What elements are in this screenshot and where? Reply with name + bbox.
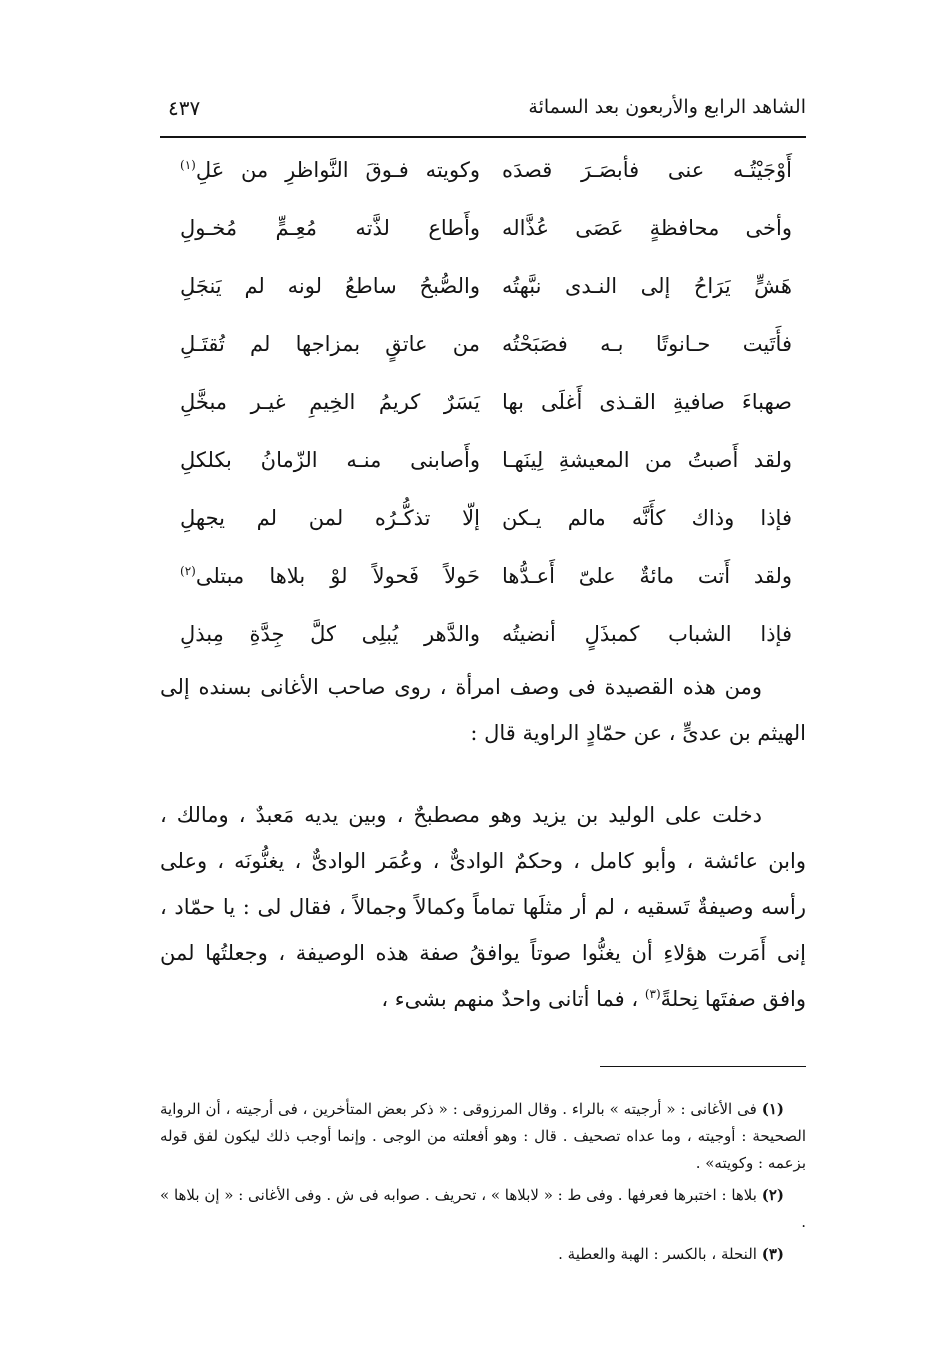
hemistich-second: إلّا تذكُّـرُه لمن لم يجهلِ: [180, 506, 480, 530]
footnote-text: بلاها : اختبرها فعرفها . وفى ط : « لابلاها » ، تحريف . صوابه فى ش . وفى الأغانى : « إن بلاها » .: [160, 1186, 806, 1231]
hemistich-first: فأَتَيت حـانوتًا بـه فصَبَحْتُه: [502, 332, 792, 356]
narrative-text: [160, 792, 806, 1022]
poem: [160, 148, 806, 670]
footnote-separator: [600, 1066, 806, 1067]
narrative-end: ، فما أتانى واحدٌ منهم بشىء ،: [381, 987, 645, 1011]
intro-text: ومن هذه القصيدة فى وصف امرأة ، روى صاحب الأغانى بسنده إلى الهيثم بن عدىٍّ ، عن حمّادٍ الراوية قال :: [160, 675, 806, 745]
verse-3: [160, 264, 806, 322]
footnote-text: فى الأغانى : « أرجيته » بالراء . وقال المرزوقى : « ذكر بعض المتأخرين ، فى أرجيته ، أن الرواية الصحيحة : أوجيته ، وما عداه تصحيف . قال : وهو أفعلته من الوجى . وإنما أوجب ذلك ليكون لفق قوله بزعمه : وكويته» .: [160, 1100, 806, 1172]
hemistich-first: فإذا الشباب كمبذَلٍ أنضيتُه: [502, 622, 792, 646]
footnotes: [160, 1096, 806, 1273]
hemistich-second: والصُّبحُ ساطعُ لونه لم يَنجَلِ: [180, 274, 480, 298]
hemistich-second: [180, 564, 480, 588]
page-header: [160, 96, 806, 130]
hemistich-first: أَوْجَيْتُـه عنى فأبصَـرَ قصدَه: [502, 158, 792, 182]
footnote-2: [160, 1182, 806, 1236]
footnote-number: (٢): [761, 1186, 784, 1204]
hemistich-second: والدَّهر يُبلِى كلَّ جِدَّةِ مِبذلِ: [180, 622, 480, 646]
narrative-paragraph: [160, 792, 806, 1022]
verse-5: [160, 380, 806, 438]
verse-7: [160, 496, 806, 554]
verse-8: [160, 554, 806, 612]
footnote-text: النحلة ، بالكسر : الهبة والعطية .: [558, 1245, 757, 1263]
header-rule: [160, 136, 806, 138]
narrative-body: دخلت على الوليد بن يزيد وهو مصطبحٌ ، وبين يديه مَعبدٌ ، ومالك ، وابن عائشة ، وأبو كامل ، وحكمٌ الوادىٌّ ، وعُمَر الوادىٌّ ، يغنُّونَه ، وعلى رأسه وصيفةٌ تَسقيه ، لم أر مثلَها تماماً وكمالاً وجمالاً ، فقال لى : يا حمّاد ، إنى أَمَرت هؤلاءِ أن يغنُّوا صوتاً يوافقُ صفة هذه الوصيفة ، وجعلتُها لمن وافق صفتَها نِحلةً: [160, 803, 806, 1011]
footnote-3: [160, 1241, 806, 1268]
footnote-ref-2[interactable]: (٢): [180, 564, 196, 578]
footnote-number: (٣): [761, 1245, 784, 1263]
hemistich-second-text: وكويته فـوقَ النَّواظرِ من عَلِ: [195, 158, 480, 182]
hemistich-first: ولقد أَصبتُ من المعيشةِ لِينَهـا: [502, 448, 792, 472]
hemistich-second: يَسَرٌ كريمُ الخِيمِ غيـر مبخَّلِ: [180, 390, 480, 414]
footnote-ref-1[interactable]: (١): [180, 158, 196, 172]
footnote-number: (١): [761, 1100, 784, 1118]
hemistich-first: ولقد أَتت مائةٌ علىّ أَعـدُّها: [502, 564, 792, 588]
hemistich-second: [180, 158, 480, 182]
verse-2: [160, 206, 806, 264]
intro-paragraph: [160, 664, 806, 756]
hemistich-second: من عاتقٍ بمزاجها لم تُقتَـلِ: [180, 332, 480, 356]
hemistich-first: هَشٍّ يَرَاحُ إلى النـدى نبَّهتُه: [502, 274, 792, 298]
verse-9: [160, 612, 806, 670]
hemistich-first: صهباءَ صافيةِ القـذى أَغلَى بها: [502, 390, 792, 414]
hemistich-first: فإذا وذاك كأَنَّه مالم يـكن: [502, 506, 792, 530]
footnote-1: [160, 1096, 806, 1177]
footnote-ref-3[interactable]: (٣): [644, 987, 661, 1001]
verse-4: [160, 322, 806, 380]
hemistich-first: وأخى محافظةٍ عَصَى عُذَّاله: [502, 216, 792, 240]
hemistich-second: وأَصابنى منـه الزّمانُ بكلكلِ: [180, 448, 480, 472]
hemistich-second: وأَطاع لذَّته مُعِـمٍّ مُخـولِ: [180, 216, 480, 240]
page-number: ٤٣٧: [168, 96, 201, 120]
running-title: الشاهد الرابع والأربعون بعد السمائة: [528, 96, 806, 118]
hemistich-second-text: حَولاً فَحولاً لوْ بلاها مبتلى: [195, 564, 480, 588]
verse-1: [160, 148, 806, 206]
verse-6: [160, 438, 806, 496]
